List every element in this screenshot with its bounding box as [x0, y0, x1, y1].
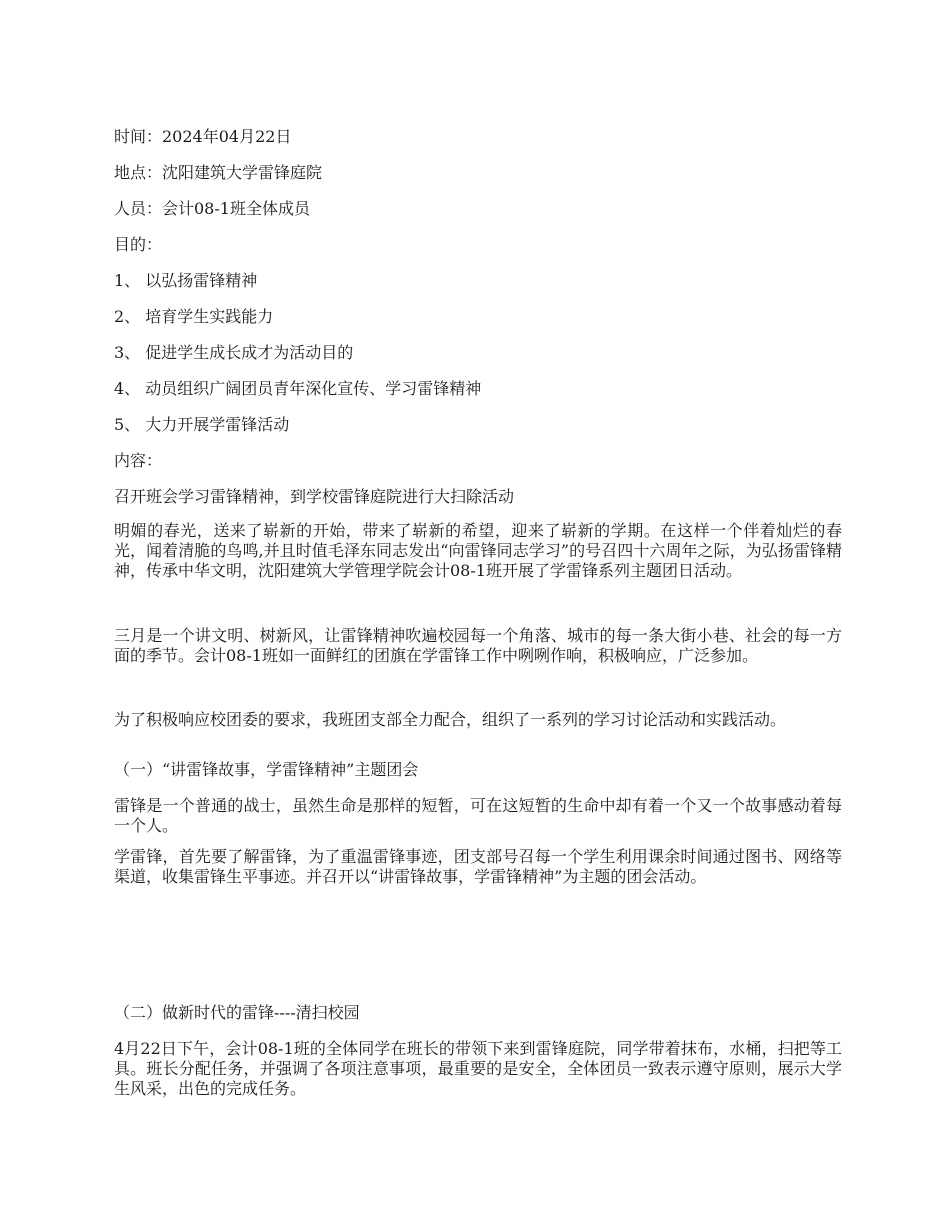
- purpose-item: 3、 促进学生成长成才为活动目的: [114, 343, 354, 362]
- paragraph-leifeng: 雷锋是一个普通的战士，虽然生命是那样的短暂，可在这短暂的生命中却有着一个又一个故事感动着每一个人。: [114, 796, 842, 835]
- paragraph-study: 学雷锋，首先要了解雷锋，为了重温雷锋事迹，团支部号召每一个学生利用课余时间通过图书、网络等渠道，收集雷锋生平事迹。并召开以“讲雷锋故事，学雷锋精神”为主题的团会活动。: [114, 847, 842, 886]
- purpose-item: 5、 大力开展学雷锋活动: [114, 415, 290, 434]
- section-heading-2: （二）做新时代的雷锋----清扫校园: [114, 1003, 360, 1022]
- paragraph-intro: 明媚的春光，送来了崭新的开始，带来了崭新的希望，迎来了崭新的学期。在这样一个伴着灿烂的春光，闻着清脆的鸟鸣,并且时值毛泽东同志发出“向雷锋同志学习”的号召四十六周年之际，为弘扬雷锋精神，传承中华文明，沈阳建筑大学管理学院会计08-1班开展了学雷锋系列主题团日活动。: [114, 521, 842, 580]
- place-line: 地点：沈阳建筑大学雷锋庭院: [114, 163, 323, 182]
- purpose-item: 2、 培育学生实践能力: [114, 307, 274, 326]
- paragraph-response: 为了积极响应校团委的要求，我班团支部全力配合，组织了一系列的学习讨论活动和实践活动。: [114, 710, 787, 729]
- purpose-item: 4、 动员组织广阔团员青年深化宣传、学习雷锋精神: [114, 379, 482, 398]
- paragraph-cleanup: 4月22日下午，会计08-1班的全体同学在班长的带领下来到雷锋庭院，同学带着抹布，水桶，扫把等工具。班长分配任务，并强调了各项注意事项，最重要的是安全，全体团员一致表示遵守原则，展示大学生风采，出色的完成任务。: [114, 1039, 842, 1098]
- content-subtitle: 召开班会学习雷锋精神，到学校雷锋庭院进行大扫除活动: [114, 487, 515, 506]
- content-label: 内容：: [114, 451, 163, 470]
- section-heading-1: （一）“讲雷锋故事，学雷锋精神”主题团会: [114, 760, 419, 779]
- people-line: 人员：会计08-1班全体成员: [114, 199, 310, 218]
- paragraph-march: 三月是一个讲文明、树新风，让雷锋精神吹遍校园每一个角落、城市的每一条大街小巷、社会的每一方面的季节。会计08-1班如一面鲜红的团旗在学雷锋工作中咧咧作响，积极响应，广泛参加。: [114, 626, 842, 665]
- purpose-item: 1、 以弘扬雷锋精神: [114, 271, 258, 290]
- purpose-label: 目的：: [114, 235, 163, 254]
- time-line: 时间：2024年04月22日: [114, 127, 292, 146]
